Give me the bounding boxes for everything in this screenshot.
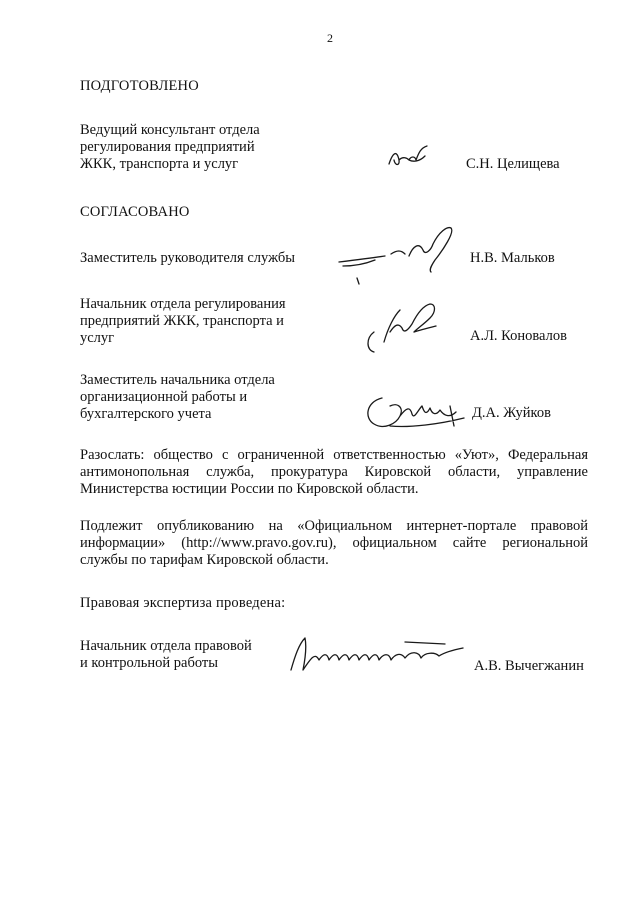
signature-tselishcheva bbox=[385, 142, 435, 172]
position-line: бухгалтерского учета bbox=[80, 406, 212, 422]
position-line: Заместитель руководителя службы bbox=[80, 250, 296, 266]
signer-name: Н.В. Мальков bbox=[470, 250, 555, 266]
page-number: 2 bbox=[327, 31, 333, 45]
legal-review-heading: Правовая экспертиза проведена: bbox=[80, 595, 286, 611]
distribution-paragraph: Разослать: общество с ограниченной ответственностью «Уют», Федеральная антимонопольная служба, прокуратура Кировской области, управление Министерства юстиции России по Кировской области. bbox=[80, 447, 588, 497]
signature-vychegzhanin bbox=[285, 630, 470, 680]
signer-position bbox=[80, 372, 320, 423]
position-line: Заместитель начальника отдела bbox=[80, 372, 275, 388]
position-line: Начальник отдела правовой bbox=[80, 638, 252, 654]
prepared-heading: ПОДГОТОВЛЕНО bbox=[80, 78, 199, 94]
signer-position bbox=[80, 250, 340, 267]
position-line: услуг bbox=[80, 330, 115, 346]
signer-name: Д.А. Жуйков bbox=[472, 405, 551, 421]
position-line: Начальник отдела регулирования bbox=[80, 296, 286, 312]
position-line: предприятий ЖКК, транспорта и bbox=[80, 313, 284, 329]
position-line: и контрольной работы bbox=[80, 655, 218, 671]
signer-name: А.В. Вычегжанин bbox=[474, 658, 584, 674]
signature-malkov bbox=[335, 220, 465, 290]
position-line: ЖКК, транспорта и услуг bbox=[80, 156, 239, 172]
position-line: регулирования предприятий bbox=[80, 139, 255, 155]
publication-paragraph: Подлежит опубликованию на «Официальном интернет-портале правовой информации» (http://www.pravo.gov.ru), официальном сайте региональной службы по тарифам Кировской области. bbox=[80, 518, 588, 568]
signature-konovalov bbox=[360, 292, 450, 362]
agreed-heading: СОГЛАСОВАНО bbox=[80, 204, 190, 220]
signer-name: С.Н. Целищева bbox=[466, 156, 560, 172]
signature-zhuikov bbox=[360, 388, 475, 438]
signer-position bbox=[80, 296, 320, 347]
signer-name: А.Л. Коновалов bbox=[470, 328, 567, 344]
position-line: организационной работы и bbox=[80, 389, 248, 405]
position-line: Ведущий консультант отдела bbox=[80, 122, 260, 138]
signer-position bbox=[80, 122, 320, 173]
signer-position bbox=[80, 638, 320, 672]
